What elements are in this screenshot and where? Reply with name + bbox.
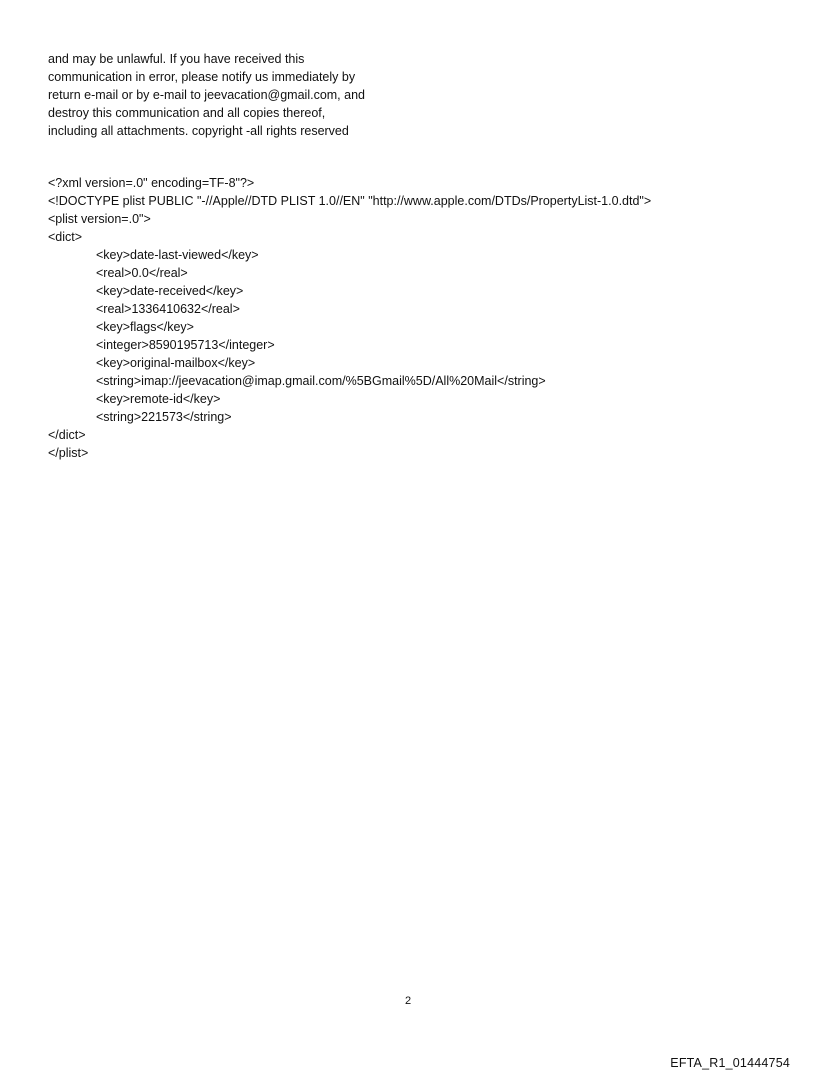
page-number: 2 <box>404 995 412 1007</box>
plist-entry: <key>flags</key> <box>96 320 194 334</box>
plist-entry: <integer>8590195713</integer> <box>96 338 275 352</box>
plist-entry: <real>0.0</real> <box>96 266 188 280</box>
disclaimer-line: return e-mail or by e-mail to jeevacation@gmail.com, and <box>48 88 365 102</box>
plist-entry: <key>remote-id</key> <box>96 392 221 406</box>
xml-declaration: <?xml version=.0" encoding=TF-8"?> <box>48 176 255 190</box>
plist-entry: <key>date-received</key> <box>96 284 244 298</box>
disclaimer-line: and may be unlawful. If you have received this <box>48 52 305 66</box>
dict-open-tag: <dict> <box>48 230 83 244</box>
plist-entry: <string>221573</string> <box>96 410 232 424</box>
disclaimer-line: destroy this communication and all copies thereof, <box>48 106 326 120</box>
plist-entry: <string>imap://jeevacation@imap.gmail.com/%5BGmail%5D/All%20Mail</string> <box>96 374 546 388</box>
plist-entry: <real>1336410632</real> <box>96 302 240 316</box>
plist-close-tag: </plist> <box>48 446 89 460</box>
plist-open-tag: <plist version=.0"> <box>48 212 151 226</box>
document-id: EFTA_R1_01444754 <box>670 1056 790 1070</box>
disclaimer-line: including all attachments. copyright -all rights reserved <box>48 124 349 138</box>
plist-block <box>48 174 788 462</box>
doctype-line: <!DOCTYPE plist PUBLIC "-//Apple//DTD PLIST 1.0//EN" "http://www.apple.com/DTDs/PropertyList-1.0.dtd"> <box>48 194 652 208</box>
confidentiality-disclaimer <box>48 50 428 140</box>
disclaimer-line: communication in error, please notify us immediately by <box>48 70 356 84</box>
plist-entry: <key>date-last-viewed</key> <box>96 248 259 262</box>
dict-close-tag: </dict> <box>48 428 86 442</box>
plist-entry: <key>original-mailbox</key> <box>96 356 256 370</box>
